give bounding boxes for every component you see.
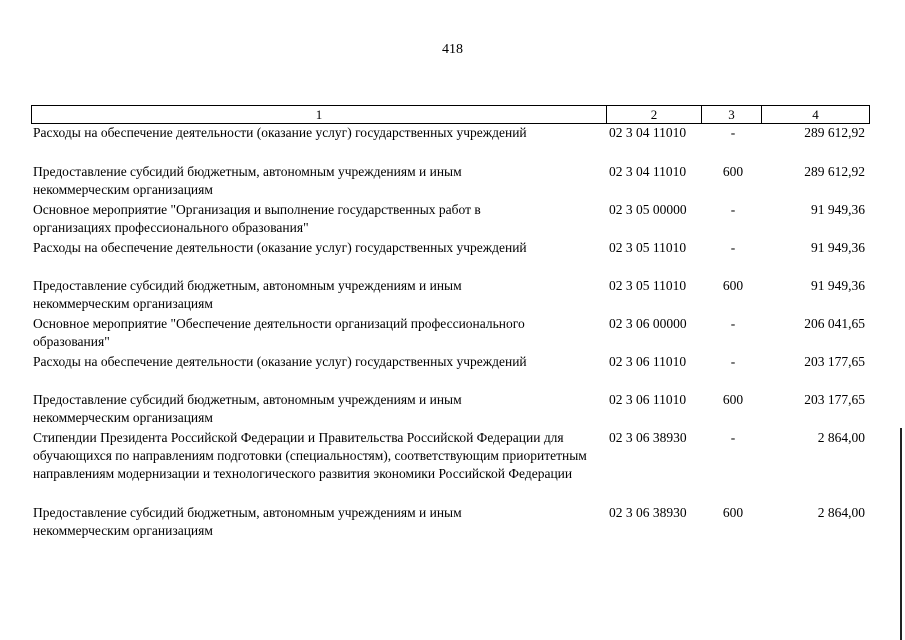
row-code: 02 3 05 00000	[609, 202, 687, 217]
table-header	[31, 105, 870, 124]
row-code: 02 3 06 38930	[609, 505, 687, 520]
page-number: 418	[442, 42, 463, 57]
header-col-2: 2	[607, 106, 702, 124]
row-code: 02 3 05 11010	[609, 240, 687, 255]
row-sum: 2 864,00	[817, 430, 865, 445]
scan-edge-line	[900, 428, 902, 640]
row-name: Основное мероприятие "Организация и выполнение государственных работ в организациях профессионального образования"	[33, 202, 481, 235]
row-sum: 203 177,65	[804, 392, 865, 407]
row-code: 02 3 06 38930	[609, 430, 687, 445]
header-col-3: 3	[702, 106, 762, 124]
row-code: 02 3 05 11010	[609, 278, 687, 293]
row-type: -	[730, 354, 736, 369]
row-type: -	[730, 430, 736, 445]
row-sum: 206 041,65	[804, 316, 865, 331]
row-type: -	[730, 125, 736, 140]
row-name: Расходы на обеспечение деятельности (оказание услуг) государственных учреждений	[33, 125, 527, 140]
header-col-4: 4	[762, 106, 870, 124]
row-sum: 91 949,36	[811, 240, 865, 255]
row-type: -	[730, 316, 736, 331]
row-type: 600	[722, 392, 744, 407]
row-name: Предоставление субсидий бюджетным, автономным учреждениям и иным некоммерческим организациям	[33, 392, 462, 425]
row-code: 02 3 04 11010	[609, 125, 687, 140]
row-type: 600	[722, 164, 744, 179]
row-code: 02 3 06 11010	[609, 354, 687, 369]
row-type: -	[730, 240, 736, 255]
row-name: Основное мероприятие "Обеспечение деятельности организаций профессионального образования"	[33, 316, 525, 349]
row-code: 02 3 06 11010	[609, 392, 687, 407]
row-type: 600	[722, 505, 744, 520]
row-name: Расходы на обеспечение деятельности (оказание услуг) государственных учреждений	[33, 354, 527, 369]
row-name: Предоставление субсидий бюджетным, автономным учреждениям и иным некоммерческим организациям	[33, 164, 462, 197]
row-code: 02 3 04 11010	[609, 164, 687, 179]
row-sum: 91 949,36	[811, 202, 865, 217]
header-row	[32, 106, 870, 124]
row-sum: 289 612,92	[804, 164, 865, 179]
row-name: Предоставление субсидий бюджетным, автономным учреждениям и иным некоммерческим организациям	[33, 278, 462, 311]
row-name: Предоставление субсидий бюджетным, автономным учреждениям и иным некоммерческим организациям	[33, 505, 462, 538]
row-name: Расходы на обеспечение деятельности (оказание услуг) государственных учреждений	[33, 240, 527, 255]
row-sum: 91 949,36	[811, 278, 865, 293]
row-sum: 289 612,92	[804, 125, 865, 140]
row-name: Стипендии Президента Российской Федерации и Правительства Российской Федерации для обучающихся по направлениям подготовки (специальностям), соответствующим приоритетным направлениям модернизации и технологического развития экономики Российской Федерации	[33, 430, 587, 481]
row-type: 600	[722, 278, 744, 293]
row-sum: 203 177,65	[804, 354, 865, 369]
header-col-1: 1	[32, 106, 607, 124]
row-type: -	[730, 202, 736, 217]
row-sum: 2 864,00	[817, 505, 865, 520]
row-code: 02 3 06 00000	[609, 316, 687, 331]
